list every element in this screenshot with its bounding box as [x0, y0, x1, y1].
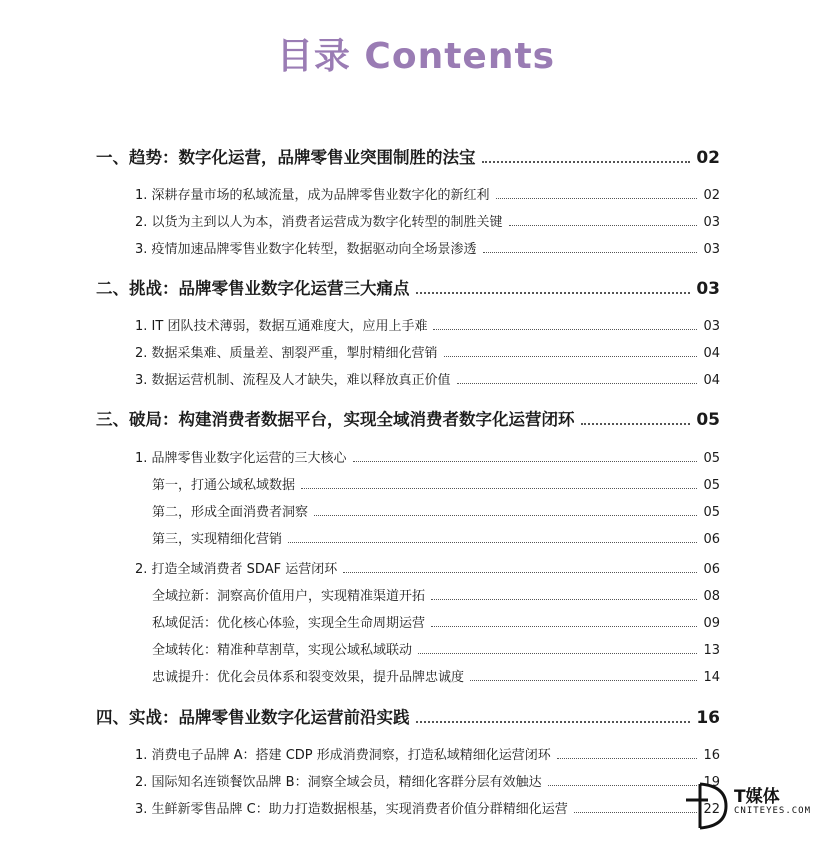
- toc-entry-text: 1. 品牌零售业数字化运营的三大核心: [135, 451, 347, 466]
- toc-entry-3-1-a[interactable]: [152, 473, 720, 493]
- toc-entry-page: 09: [703, 616, 720, 631]
- toc-entry-text: 三、破局：构建消费者数据平台，实现全域消费者数字化运营闭环: [96, 410, 575, 429]
- toc-entry-page: 13: [703, 643, 720, 658]
- toc-entry-page: 02: [696, 148, 720, 168]
- toc-entry-3-2-c[interactable]: [152, 638, 720, 658]
- toc-entry-page: 08: [703, 589, 720, 604]
- toc-entry-2-3[interactable]: [135, 368, 720, 388]
- toc-entry-2[interactable]: [96, 275, 720, 299]
- toc-entry-text: 3. 疫情加速品牌零售业数字化转型，数据驱动向全场景渗透: [135, 242, 477, 257]
- toc-entry-page: 04: [703, 346, 720, 361]
- toc-entry-3-1-c[interactable]: [152, 527, 720, 547]
- page-title: 目录 Contents: [276, 36, 556, 77]
- toc-entry-3-2-a[interactable]: [152, 584, 720, 604]
- toc-entry-text: 四、实战：品牌零售业数字化运营前沿实践: [96, 708, 410, 727]
- toc-entry-text: 一、趋势：数字化运营，品牌零售业突围制胜的法宝: [96, 148, 476, 167]
- toc-entry-page: 03: [703, 242, 720, 257]
- toc-entry-page: 16: [696, 708, 720, 728]
- toc-entry-1-3[interactable]: [135, 237, 720, 257]
- leader-dots: [548, 785, 698, 786]
- toc-entry-3-2-d[interactable]: [152, 665, 720, 685]
- toc-entry-3-2-b[interactable]: [152, 611, 720, 631]
- toc-entry-page: 02: [703, 188, 720, 203]
- toc-entry-page: 03: [703, 215, 720, 230]
- toc-entry-2-2[interactable]: [135, 341, 720, 361]
- leader-dots: [343, 572, 697, 573]
- toc-entry-4[interactable]: [96, 704, 720, 728]
- toc-entry-page: 06: [703, 532, 720, 547]
- toc-entry-3-2[interactable]: [135, 557, 720, 577]
- watermark-name: T媒体: [734, 787, 780, 807]
- toc-entry-text: 2. 以货为主到以人为本，消费者运营成为数字化转型的制胜关键: [135, 215, 503, 230]
- watermark: [684, 778, 824, 838]
- toc-entry-text: 1. 深耕存量市场的私域流量，成为品牌零售业数字化的新红利: [135, 188, 490, 203]
- leader-dots: [496, 198, 698, 199]
- toc-entry-text: 全域拉新：洞察高价值用户，实现精准渠道开拓: [152, 589, 426, 604]
- toc-entry-3-1[interactable]: [135, 446, 720, 466]
- leader-dots: [431, 599, 697, 600]
- leader-dots: [314, 515, 697, 516]
- toc-entry-page: 03: [696, 279, 720, 299]
- toc-entry-text: 3. 生鲜新零售品牌 C：助力打造数据根基，实现消费者价值分群精细化运营: [135, 802, 568, 817]
- toc-entry-text: 2. 打造全域消费者 SDAF 运营闭环: [135, 562, 338, 577]
- leader-dots: [433, 329, 697, 330]
- leader-dots: [416, 292, 691, 294]
- toc-entry-text: 3. 数据运营机制、流程及人才缺失，难以释放真正价值: [135, 373, 451, 388]
- toc-entry-text: 2. 国际知名连锁餐饮品牌 B：洞察全域会员，精细化客群分层有效触达: [135, 775, 542, 790]
- toc-entry-text: 第三，实现精细化营销: [152, 532, 283, 547]
- leader-dots: [482, 161, 691, 163]
- toc-entry-page: 05: [703, 451, 720, 466]
- watermark-url: CNITEYES.COM: [734, 806, 812, 816]
- leader-dots: [470, 680, 697, 681]
- toc-entry-text: 2. 数据采集难、质量差、割裂严重，掣肘精细化营销: [135, 346, 438, 361]
- leader-dots: [353, 461, 698, 462]
- toc-entry-3[interactable]: [96, 406, 720, 430]
- leader-dots: [509, 225, 698, 226]
- toc-entry-page: 19: [703, 775, 720, 790]
- toc-entry-4-1[interactable]: [135, 743, 720, 763]
- toc-entry-2-1[interactable]: [135, 314, 720, 334]
- leader-dots: [418, 653, 697, 654]
- leader-dots: [483, 252, 698, 253]
- leader-dots: [457, 383, 698, 384]
- leader-dots: [581, 423, 691, 425]
- leader-dots: [557, 758, 698, 759]
- toc-entry-1-2[interactable]: [135, 210, 720, 230]
- toc-entry-text: 1. IT 团队技术薄弱，数据互通难度大，应用上手难: [135, 319, 428, 334]
- toc-entry-page: 16: [703, 748, 720, 763]
- toc-entry-text: 第二，形成全面消费者洞察: [152, 505, 309, 520]
- toc-entry-1[interactable]: [96, 144, 720, 168]
- toc-entry-page: 05: [696, 410, 720, 430]
- toc-entry-text: 全域转化：精准种草割草，实现公域私域联动: [152, 643, 413, 658]
- leader-dots: [301, 488, 697, 489]
- toc-entry-3-1-b[interactable]: [152, 500, 720, 520]
- toc-entry-page: 03: [703, 319, 720, 334]
- toc-entry-page: 14: [703, 670, 720, 685]
- toc-entry-1-1[interactable]: [135, 183, 720, 203]
- toc-entry-text: 1. 消费电子品牌 A：搭建 CDP 形成消费洞察，打造私域精细化运营闭环: [135, 748, 551, 763]
- toc-entry-page: 06: [703, 562, 720, 577]
- toc-entry-4-3[interactable]: [135, 797, 720, 817]
- toc-entry-text: 第一，打通公域私域数据: [152, 478, 296, 493]
- toc-entry-page: 05: [703, 505, 720, 520]
- toc-entry-page: 04: [703, 373, 720, 388]
- toc-entry-page: 22: [703, 802, 720, 817]
- toc-entry-text: 忠诚提升：优化会员体系和裂变效果，提升品牌忠诚度: [152, 670, 465, 685]
- leader-dots: [574, 812, 698, 813]
- toc-entry-text: 私域促活：优化核心体验，实现全生命周期运营: [152, 616, 426, 631]
- toc-entry-page: 05: [703, 478, 720, 493]
- leader-dots: [416, 721, 691, 723]
- toc-entry-4-2[interactable]: [135, 770, 720, 790]
- tmedia-logo-icon: [684, 778, 730, 836]
- leader-dots: [288, 542, 697, 543]
- leader-dots: [444, 356, 698, 357]
- leader-dots: [431, 626, 697, 627]
- toc-entry-text: 二、挑战：品牌零售业数字化运营三大痛点: [96, 279, 410, 298]
